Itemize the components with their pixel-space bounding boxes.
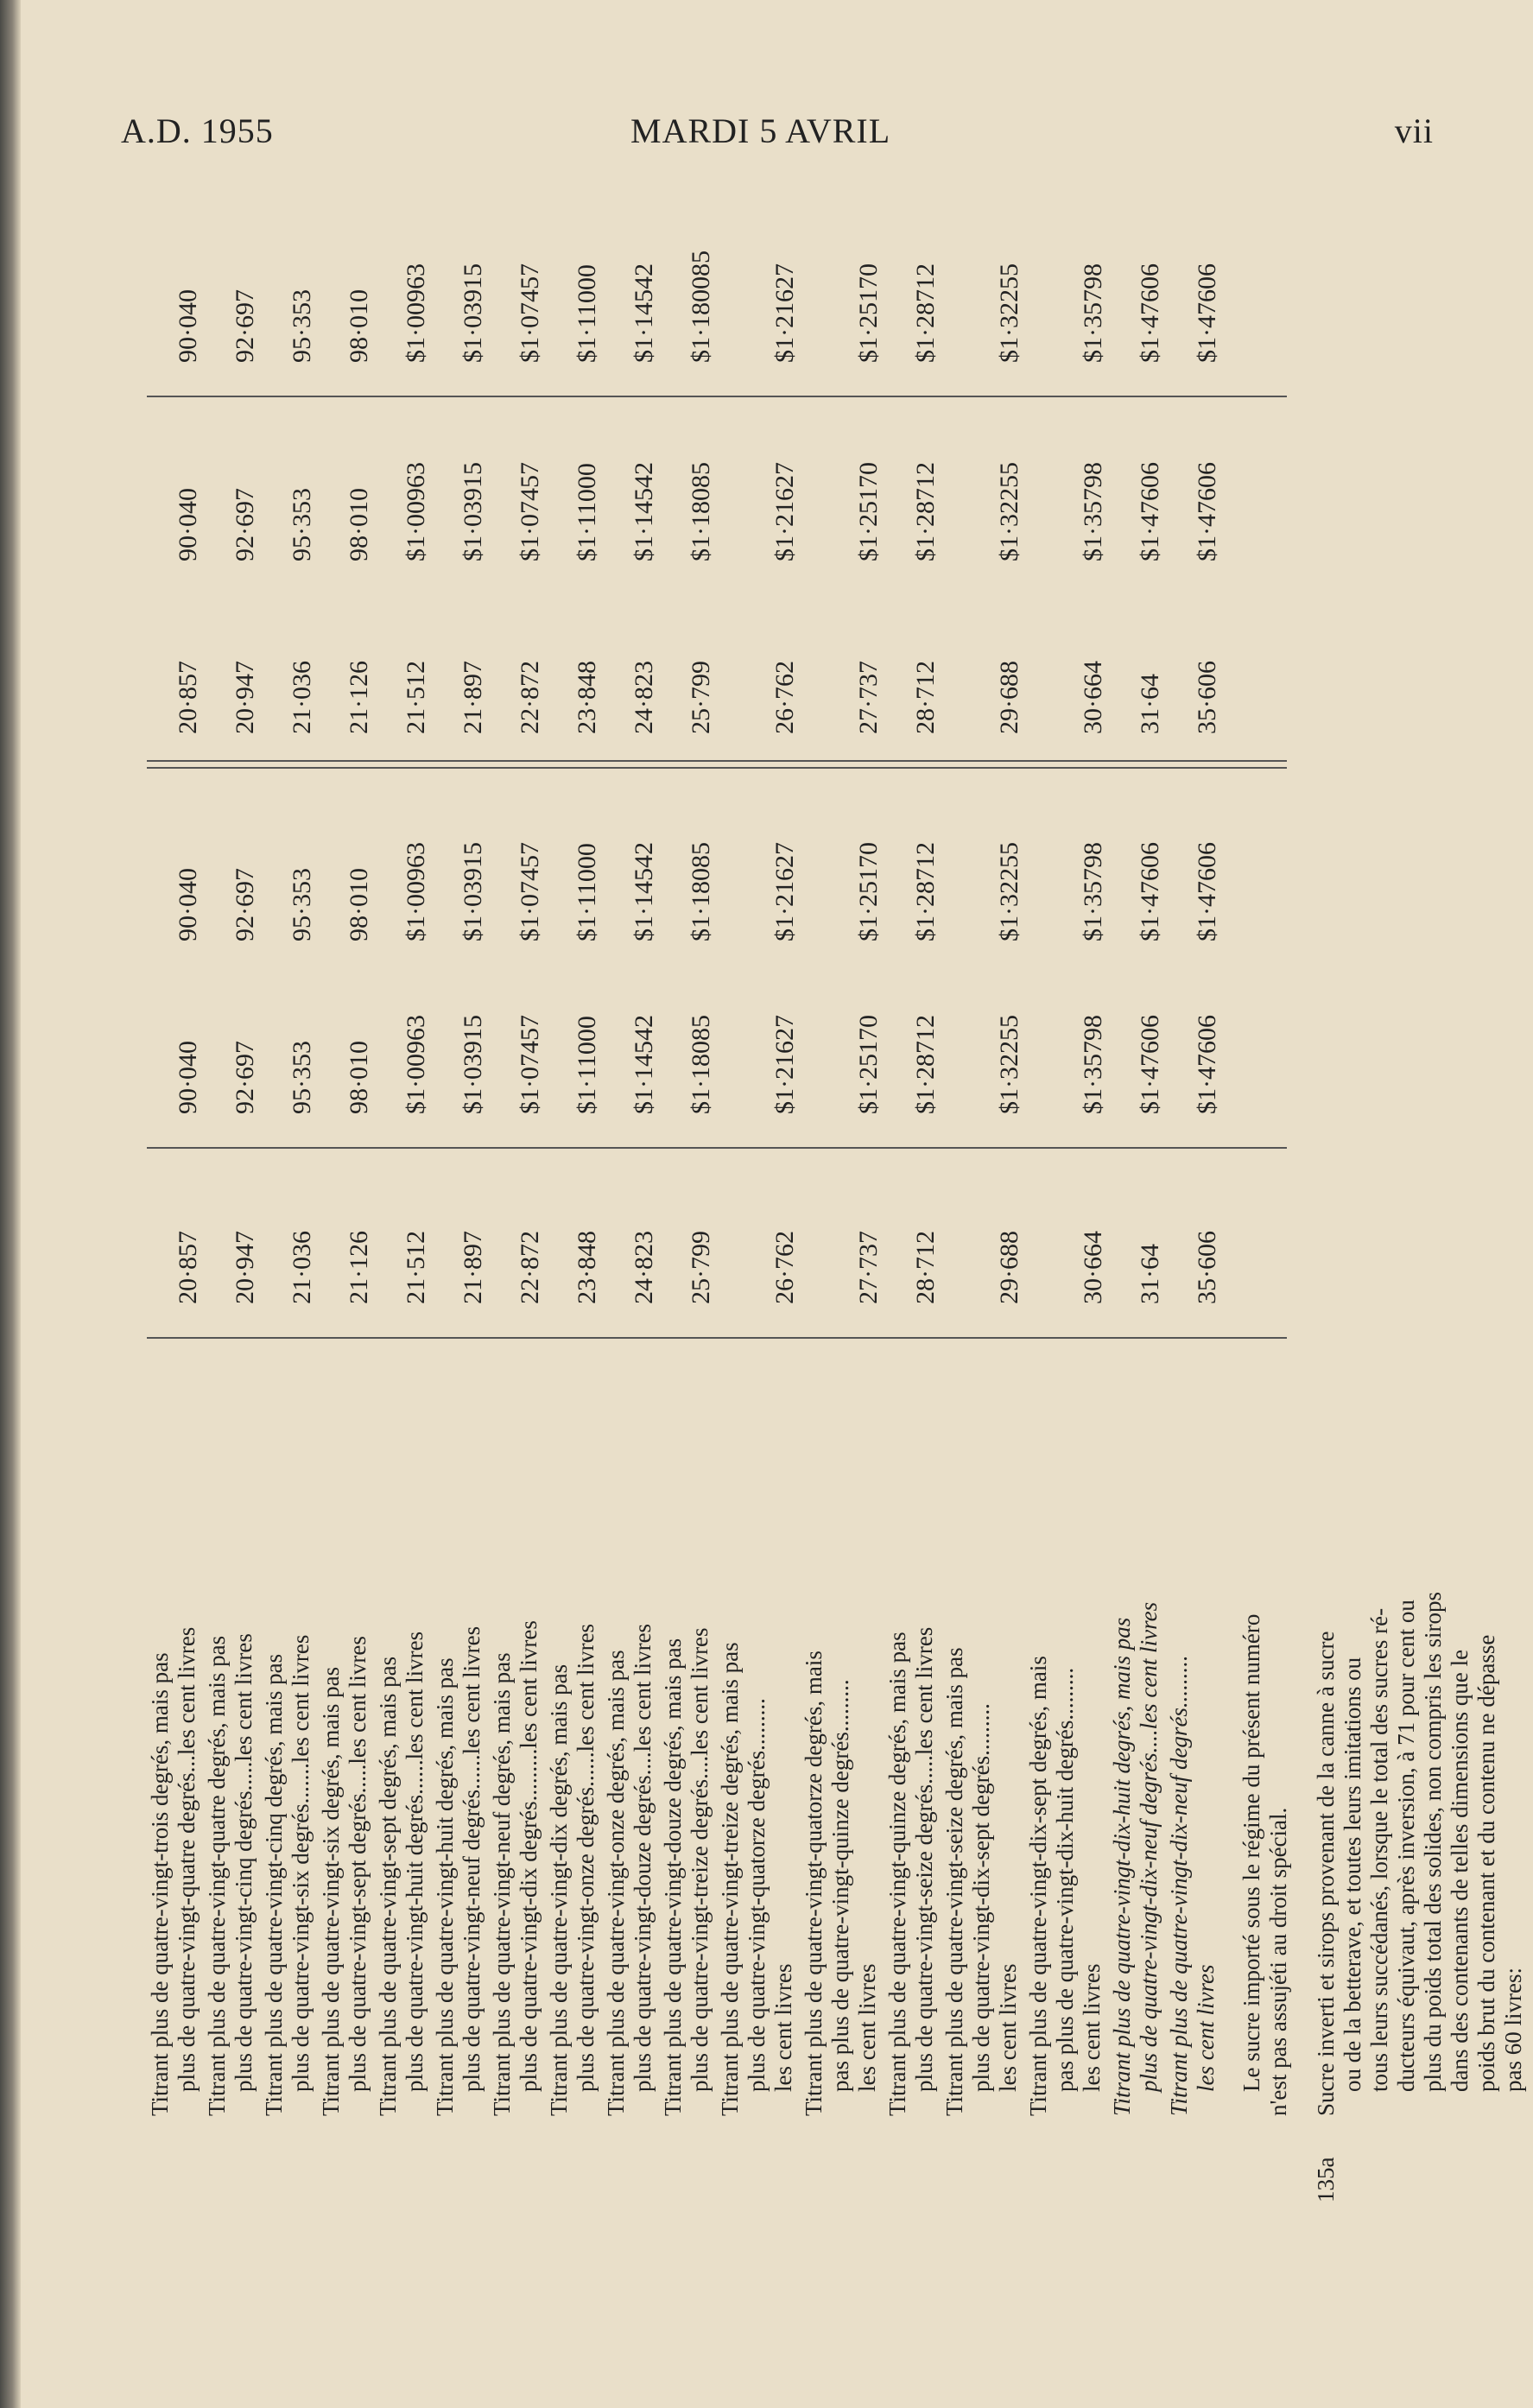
- value-cell: $1·00963: [402, 263, 430, 363]
- description-line: [770, 1347, 803, 2116]
- value-cell: $1·28712: [911, 462, 940, 561]
- value-cell: $1·07457: [516, 263, 544, 363]
- value-cell: 27·737: [854, 661, 883, 734]
- description-line: [911, 1347, 944, 2116]
- value-cell: $1·03915: [459, 263, 487, 363]
- description-text: plus de quatre-vingt-huit degrés......les cent livres: [402, 1631, 428, 2092]
- value-cell: $1·47606: [1136, 462, 1164, 561]
- value-cell: 92·697: [231, 1041, 259, 1114]
- value-cell: 31·64: [1136, 1244, 1164, 1304]
- value-cell: 20·947: [231, 1231, 259, 1304]
- value-cell: $1·18085: [687, 842, 715, 941]
- value-cell: $1·180085: [687, 250, 715, 363]
- value-cell: 23·848: [573, 1231, 601, 1304]
- description-text: Titrant plus de quatre-vingt-quatre degrés, mais pas: [204, 1635, 230, 2116]
- description-line: [288, 1347, 320, 2116]
- value-cell: $1·32255: [995, 263, 1023, 363]
- value-cell: 98·010: [345, 1041, 373, 1114]
- value-cell: 21·897: [459, 1231, 487, 1304]
- value-cell: 26·762: [770, 1231, 799, 1304]
- value-cell: 98·010: [345, 868, 373, 941]
- description-text: ducteurs équivaut, après inversion, à 71 pour cent ou: [1393, 1600, 1419, 2092]
- description-text: Titrant plus de quatre-vingt-onze degrés, mais pas: [603, 1650, 629, 2116]
- value-cell: $1·35798: [1079, 263, 1107, 363]
- value-cell: $1·47606: [1136, 842, 1164, 941]
- value-cell: 24·823: [630, 661, 658, 734]
- value-cell: $1·47606: [1193, 462, 1221, 561]
- description-text: plus de quatre-vingt-cinq degrés.....les cent livres: [231, 1633, 257, 2092]
- value-cell: $1·00963: [402, 1015, 430, 1114]
- description-text: ou de la betterave, et toutes leurs imitations ou: [1340, 1657, 1365, 2092]
- description-text: Titrant plus de quatre-vingt-dix-sept degrés, mais: [1025, 1656, 1051, 2116]
- value-cell: 26·762: [770, 661, 799, 734]
- value-cell: 90·040: [174, 488, 202, 561]
- value-cell: 22·872: [516, 661, 544, 734]
- description-line: [345, 1347, 377, 2116]
- header-year: A.D. 1955: [121, 111, 274, 150]
- value-cell: $1·32255: [995, 842, 1023, 941]
- description-text: tous leurs succédanés, lorsque le total des sucres ré-: [1366, 1607, 1392, 2092]
- value-cell: $1·35798: [1079, 1015, 1107, 1114]
- value-cell: 92·697: [231, 289, 259, 363]
- description-text: Sucre inverti et sirops provenant de la canne à sucre: [1313, 1631, 1339, 2116]
- value-cell: 90·040: [174, 289, 202, 363]
- description-text: plus de quatre-vingt-dix degrés.........les cent livres: [516, 1620, 542, 2092]
- value-cell: $1·28712: [911, 263, 940, 363]
- value-cell: $1·03915: [459, 842, 487, 941]
- description-text: Titrant plus de quatre-vingt-quinze degrés, mais pas: [884, 1632, 910, 2116]
- value-cell: 28·712: [911, 661, 940, 734]
- value-cell: $1·25170: [854, 842, 883, 941]
- description-line: [516, 1347, 548, 2116]
- description-line: [854, 1347, 887, 2116]
- description-line: [995, 1347, 1028, 2116]
- description-text: plus de quatre-vingt-quatorze degrés.........: [744, 1698, 770, 2092]
- description-text: dans des contenants de telles dimensions que le: [1447, 1649, 1473, 2092]
- description-text: plus de quatre-vingt-quatre degrés...les cent livres: [174, 1626, 200, 2092]
- header-date: MARDI 5 AVRIL: [630, 111, 891, 150]
- value-cell: $1·07457: [516, 462, 544, 561]
- tariff-item-number: 135a: [1313, 2157, 1339, 2202]
- value-cell: 20·857: [174, 1231, 202, 1304]
- description-text: poids brut du contenant et du contenu ne dépasse: [1473, 1634, 1499, 2092]
- description-text: les cent livres: [1193, 1964, 1219, 2092]
- description-text: Titrant plus de quatre-vingt-trois degrés, mais pas: [147, 1652, 173, 2116]
- value-cell: $1·25170: [854, 1015, 883, 1114]
- value-cell: $1·47606: [1193, 842, 1221, 941]
- description-text: pas plus de quatre-vingt-dix-huit degrés.........: [1052, 1667, 1078, 2092]
- value-cell: 95·353: [288, 488, 316, 561]
- value-cell: 20·857: [174, 661, 202, 734]
- description-text: plus de quatre-vingt-treize degrés....les cent livres: [687, 1627, 713, 2092]
- value-cell: $1·32255: [995, 462, 1023, 561]
- description-text: plus de quatre-vingt-neuf degrés......les cent livres: [459, 1625, 485, 2092]
- value-cell: $1·11000: [573, 463, 601, 561]
- value-cell: $1·07457: [516, 842, 544, 941]
- value-cell: $1·25170: [854, 263, 883, 363]
- description-text: plus de quatre-vingt-sept degrés.....les cent livres: [345, 1636, 371, 2092]
- value-cell: $1·14542: [630, 462, 658, 561]
- value-cell: $1·28712: [911, 1015, 940, 1114]
- value-cell: $1·47606: [1193, 263, 1221, 363]
- value-cell: 95·353: [288, 289, 316, 363]
- value-cell: $1·14542: [630, 1015, 658, 1114]
- description-text: Titrant plus de quatre-vingt-six degrés, mais pas: [318, 1666, 344, 2116]
- value-cell: $1·32255: [995, 1015, 1023, 1114]
- value-cell: 30·664: [1079, 661, 1107, 734]
- description-line: [1500, 1347, 1533, 2116]
- column-rule: [147, 1147, 1287, 1149]
- value-cell: $1·28712: [911, 842, 940, 941]
- value-cell: $1·14542: [630, 263, 658, 363]
- value-cell: $1·11000: [573, 1016, 601, 1114]
- description-text: les cent livres: [770, 1963, 796, 2092]
- description-text: Titrant plus de quatre-vingt-seize degrés, mais pas: [941, 1647, 967, 2116]
- value-cell: $1·35798: [1079, 462, 1107, 561]
- description-line: [687, 1347, 719, 2116]
- value-cell: 27·737: [854, 1231, 883, 1304]
- description-line: [231, 1347, 263, 2116]
- description-text: plus de quatre-vingt-dix-sept degrés.........: [968, 1703, 994, 2092]
- description-text: Titrant plus de quatre-vingt-dix degrés, mais pas: [546, 1663, 572, 2116]
- value-cell: 21·126: [345, 1231, 373, 1304]
- description-text: Titrant plus de quatre-vingt-dix-huit degrés, mais pas: [1109, 1617, 1135, 2116]
- description-text: plus de quatre-vingt-douze degrés....les cent livres: [630, 1623, 656, 2092]
- description-line: [402, 1347, 434, 2116]
- value-cell: 95·353: [288, 1041, 316, 1114]
- value-cell: $1·25170: [854, 462, 883, 561]
- description-text: les cent livres: [854, 1963, 880, 2092]
- description-text: plus de quatre-vingt-six degrés.......les cent livres: [288, 1634, 314, 2092]
- description-text: plus de quatre-vingt-dix-neuf degrés....les cent livres: [1136, 1601, 1162, 2092]
- description-line: [573, 1347, 605, 2116]
- description-text: plus de quatre-vingt-onze degrés......les cent livres: [573, 1623, 599, 2092]
- value-cell: 92·697: [231, 868, 259, 941]
- description-text: plus du poids total des solides, non compris les sirops: [1420, 1592, 1446, 2092]
- description-text: pas plus de quatre-vingt-quinze degrés.........: [827, 1679, 853, 2092]
- value-cell: $1·21627: [770, 263, 799, 363]
- column-rule: [147, 1337, 1287, 1339]
- description-text: Titrant plus de quatre-vingt-huit degrés, mais pas: [432, 1657, 458, 2116]
- value-cell: 92·697: [231, 488, 259, 561]
- description-text: Titrant plus de quatre-vingt-douze degrés, mais pas: [660, 1638, 686, 2116]
- value-cell: $1·03915: [459, 1015, 487, 1114]
- value-cell: 35·606: [1193, 661, 1221, 734]
- value-cell: $1·14542: [630, 842, 658, 941]
- description-text: Titrant plus de quatre-vingt-dix-neuf degrés.........: [1166, 1655, 1192, 2116]
- value-cell: 31·64: [1136, 674, 1164, 734]
- value-cell: $1·11000: [573, 264, 601, 363]
- value-cell: 24·823: [630, 1231, 658, 1304]
- value-cell: 25·799: [687, 1231, 715, 1304]
- value-cell: 21·036: [288, 1231, 316, 1304]
- value-cell: $1·18085: [687, 462, 715, 561]
- value-cell: $1·21627: [770, 842, 799, 941]
- value-cell: 98·010: [345, 289, 373, 363]
- description-text: plus de quatre-vingt-seize degrés.....les cent livres: [911, 1626, 937, 2092]
- page-number: vii: [1394, 111, 1434, 150]
- description-text: Titrant plus de quatre-vingt-quatorze degrés, mais: [801, 1651, 827, 2116]
- description-column: [147, 1347, 1526, 2202]
- description-text: les cent livres: [995, 1963, 1021, 2092]
- rotated-tariff-table: [147, 121, 1526, 2202]
- value-cell: $1·47606: [1136, 263, 1164, 363]
- value-cell: 28·712: [911, 1231, 940, 1304]
- value-cell: 29·688: [995, 1231, 1023, 1304]
- value-cell: 23·848: [573, 661, 601, 734]
- value-cell: $1·00963: [402, 462, 430, 561]
- value-cell: 21·897: [459, 661, 487, 734]
- value-cell: $1·07457: [516, 1015, 544, 1114]
- value-cell: 22·872: [516, 1231, 544, 1304]
- value-cell: 21·126: [345, 661, 373, 734]
- description-text: Titrant plus de quatre-vingt-sept degrés, mais pas: [375, 1656, 401, 2116]
- value-cell: $1·03915: [459, 462, 487, 561]
- value-cell: $1·47606: [1136, 1015, 1164, 1114]
- description-text: pas 60 livres:: [1500, 1968, 1526, 2092]
- description-line: [459, 1347, 491, 2116]
- description-text: Titrant plus de quatre-vingt-cinq degrés, mais pas: [261, 1653, 287, 2116]
- description-text: Titrant plus de quatre-vingt-treize degrés, mais pas: [717, 1642, 743, 2116]
- value-cell: 95·353: [288, 868, 316, 941]
- value-cell: 20·947: [231, 661, 259, 734]
- description-text: Titrant plus de quatre-vingt-neuf degrés, mais pas: [489, 1652, 515, 2116]
- description-line: [1136, 1347, 1169, 2116]
- value-cell: 25·799: [687, 661, 715, 734]
- book-binding-edge: [0, 0, 21, 2408]
- value-cell: $1·11000: [573, 843, 601, 941]
- value-cell: $1·21627: [770, 1015, 799, 1114]
- value-cell: $1·47606: [1193, 1015, 1221, 1114]
- value-cell: $1·18085: [687, 1015, 715, 1114]
- description-line: [174, 1347, 206, 2116]
- value-cell: 29·688: [995, 661, 1023, 734]
- column-rule: [147, 396, 1287, 397]
- value-cell: $1·35798: [1079, 842, 1107, 941]
- value-cell: 98·010: [345, 488, 373, 561]
- value-cell: 90·040: [174, 1041, 202, 1114]
- description-text: n'est pas assujéti au droit spécial.: [1265, 1807, 1291, 2116]
- description-text: Le sucre importé sous le régime du présent numéro: [1238, 1613, 1264, 2092]
- value-cell: 21·036: [288, 661, 316, 734]
- description-line: [1265, 1347, 1298, 2116]
- description-line: [1079, 1347, 1112, 2116]
- double-column-rule: [147, 760, 1287, 769]
- value-cell: $1·00963: [402, 842, 430, 941]
- description-text: les cent livres: [1079, 1963, 1105, 2092]
- description-line: [630, 1347, 662, 2116]
- value-cell: 21·512: [402, 661, 430, 734]
- description-line: [1193, 1347, 1226, 2116]
- value-cell: 21·512: [402, 1231, 430, 1304]
- value-cell: 30·664: [1079, 1231, 1107, 1304]
- value-cell: $1·21627: [770, 462, 799, 561]
- value-cell: 90·040: [174, 868, 202, 941]
- value-cell: 35·606: [1193, 1231, 1221, 1304]
